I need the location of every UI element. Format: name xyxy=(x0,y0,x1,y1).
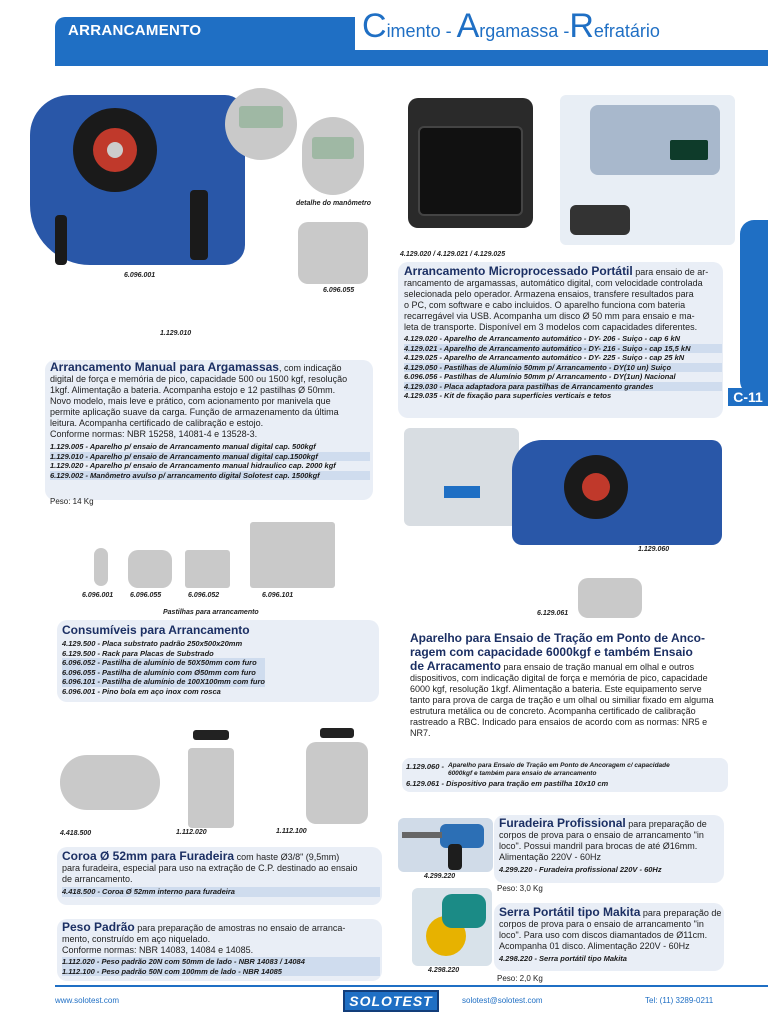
micro-desc-line: rancamento de argamassas, automático digital, com velocidade controlada xyxy=(404,278,703,288)
peso-padrao-title: Peso Padrão xyxy=(62,920,135,934)
list-item: 6.129.500 - Rack para Placas de Substrado xyxy=(62,648,214,658)
list-item: 4.129.020 - Aparelho de Arrancamento automático - DY- 206 - Suiço - cap 6 kN xyxy=(404,334,681,343)
manual-item-list xyxy=(50,442,370,480)
title-word-3: efratário xyxy=(593,21,660,41)
list-item: 4.129.500 - Placa substrato padrão 250x500x20mm xyxy=(62,639,243,648)
caption-1129060: 1.129.060 xyxy=(638,546,670,553)
furadeira-weight: Peso: 3,0 Kg xyxy=(497,884,543,893)
list-item xyxy=(406,762,670,778)
micro-desc-line: selecionada pelo operador. Armazena ensaios, transfere resultados para xyxy=(404,289,694,299)
manual-desc-line: 1kgf. Alimentação a bateria. Acompanha estojo e 12 pastilhas Ø 50mm. xyxy=(50,385,336,395)
caption-1129010: 1.129.010 xyxy=(160,330,192,337)
standard-weight-20n-image xyxy=(188,748,234,828)
list-item: 1.129.005 - Aparelho p/ ensaio de Arrancamento manual digital cap. 500kgf xyxy=(50,442,316,451)
tracao-item-text xyxy=(448,762,670,778)
coroa-desc-line: para furadeira, especial para uso na extração de C.P. destinado ao ensaio xyxy=(62,863,358,873)
tracao-desc-line: 6000 kgf, resolução 1kgf. Alimentação a bateria. Este equipamento serve xyxy=(410,684,702,694)
peso-padrao-desc-lead: para preparação de amostras no ensaio de arranca- xyxy=(134,923,346,933)
list-item: 6.096.052 - Pastilha de alumínio de 50X50mm com furo xyxy=(62,658,265,668)
footer-phone: Tel: (11) 3289-0211 xyxy=(645,996,714,1005)
coroa-title: Coroa Ø 52mm para Furadeira xyxy=(62,849,235,863)
title-letter-c: C xyxy=(362,7,387,45)
side-tab xyxy=(740,220,768,395)
title-letter-r: R xyxy=(569,7,594,45)
peso-padrao-item-list xyxy=(62,957,380,976)
consumables-section xyxy=(62,623,265,696)
list-item: 4.129.050 - Pastilhas de Alumínio 50mm p/ Arrancamento - DY(10 un) Suiço xyxy=(404,363,722,373)
divider-dots xyxy=(205,910,217,915)
coroa-desc-lead: com haste Ø3/8" (9,5mm) xyxy=(234,852,340,862)
peso-padrao-desc-line: mento, construído em aço niquelado. xyxy=(62,934,211,944)
caption-micro-codes: 4.129.020 / 4.129.021 / 4.129.025 xyxy=(400,251,506,258)
footer-rule xyxy=(55,985,768,987)
manometer-detail-image xyxy=(302,117,364,195)
caption-manometer-detail: detalhe do manômetro xyxy=(296,200,372,207)
list-item: 1.129.010 - Aparelho p/ ensaio de Arrancamento manual digital cap.1500kgf xyxy=(50,452,370,462)
page-title xyxy=(362,7,660,45)
micro-device-image xyxy=(560,95,735,245)
list-item: 1.112.100 - Peso padrão 50N com 100mm de lado - NBR 14085 xyxy=(62,967,380,977)
consumables-title: Consumíveis para Arrancamento xyxy=(62,623,250,637)
tracao-case-image xyxy=(404,428,519,526)
title-word-1: imento - xyxy=(386,21,457,41)
list-item: 6.096.055 - Pastilha de alumínio com Ø50mm com furo xyxy=(62,668,265,678)
pin-image xyxy=(94,548,108,586)
tracao-desc-lead: para ensaio de tração manual em olhal e outros xyxy=(500,662,695,672)
manometer-gauge-image xyxy=(225,88,297,160)
footer-website-link[interactable]: www.solotest.com xyxy=(55,996,120,1005)
furadeira-desc-line: Alimentação 220V - 60Hz xyxy=(499,852,602,862)
list-item: 4.129.030 - Placa adaptadora para pastilhas de Arrancamento grandes xyxy=(404,382,722,392)
serra-desc-line: loco". Para uso com discos diamantados de Ø11cm. xyxy=(499,930,708,940)
list-item: 6.096.056 - Pastilhas de Alumínio 50mm p/ Arrancamento - DY(1un) Nacional xyxy=(404,372,676,381)
caption-6129061: 6.129.061 xyxy=(537,610,569,617)
title-letter-a: A xyxy=(456,7,480,45)
standard-weight-50n-image xyxy=(306,742,368,824)
manual-pull-off-device-image xyxy=(30,95,245,265)
serra-desc-line: corpos de prova para o ensaio de arrancamento "in xyxy=(499,919,704,929)
round-pad-image xyxy=(128,550,172,588)
title-word-2: rgamassa - xyxy=(479,21,570,41)
caption-1112020: 1.112.020 xyxy=(176,829,207,836)
peso-padrao-description xyxy=(62,922,380,976)
manual-desc-line: digital de força e memória de pico, capacidade 500 ou 1500 kgf, resolução xyxy=(50,374,348,384)
furadeira-description xyxy=(499,818,724,875)
serra-weight: Peso: 2,0 Kg xyxy=(497,974,543,983)
list-item: 1.112.020 - Peso padrão 20N com 50mm de lado - NBR 14083 / 14084 xyxy=(62,957,380,967)
tracao-item-line: 6000kgf e também para ensaio de arrancamento xyxy=(447,770,597,777)
micro-case-image xyxy=(408,98,533,228)
coroa-desc-line: de arrancamento. xyxy=(62,874,133,884)
furadeira-desc-lead: para preparação de xyxy=(625,819,707,829)
tracao-title-line: Aparelho para Ensaio de Tração em Ponto de Anco- xyxy=(410,631,705,645)
serra-desc-lead: para preparação de xyxy=(640,908,722,918)
list-item: 4.129.021 - Aparelho de Arrancamento automático - DY- 216 - Suiço - cap 15,5 kN xyxy=(404,344,722,354)
list-item: 4.129.025 - Aparelho de Arrancamento automático - DY- 225 - Suiço - cap 25 kN xyxy=(404,353,685,362)
tracao-item-line: Aparelho para Ensaio de Tração em Ponto de Ancoragem c/ capacidade xyxy=(447,762,670,769)
manual-desc-lead: , com indicação xyxy=(278,363,342,373)
tracao-pull-plate-image xyxy=(578,578,642,618)
tracao-desc-line: tanto para prova de carga de tração e um olhal ou similiar fixado em alguma xyxy=(410,695,714,705)
square-pad-large-image xyxy=(250,522,335,588)
list-item: 4.298.220 - Serra portátil tipo Makita xyxy=(499,954,627,963)
caption-4298220: 4.298.220 xyxy=(428,967,460,974)
manual-weight: Peso: 14 Kg xyxy=(50,497,94,506)
caption-pad-square: 6.096.052 xyxy=(188,592,220,599)
furadeira-item-list xyxy=(499,865,724,875)
serra-title: Serra Portátil tipo Makita xyxy=(499,905,641,919)
list-item: 6.129.002 - Manômetro avulso p/ arrancamento digital Solotest cap. 1500kgf xyxy=(50,471,370,481)
serra-desc-line: Acompanha 01 disco. Alimentação 220V - 60Hz xyxy=(499,941,690,951)
coroa-description xyxy=(62,851,380,897)
list-item: 6.096.101 - Pastilha de alumínio de 100X100mm com furo xyxy=(62,677,266,686)
list-item: 6.096.001 - Pino bola em aço inox com rosca xyxy=(62,686,221,696)
micro-desc-line: o PC, com software e cabo incluidos. O aparelho funciona com bateria xyxy=(404,300,686,310)
list-item: 6.129.061 - Dispositivo para tração em pastilha 10x10 cm xyxy=(406,779,609,788)
serra-item-list xyxy=(499,954,724,964)
header-rule xyxy=(55,50,768,66)
footer-email-link[interactable]: solotest@solotest.com xyxy=(462,996,543,1005)
peso-padrao-desc-line: Conforme normas: NBR 14083, 14084 e 14085. xyxy=(62,945,254,955)
saw-image xyxy=(412,888,492,966)
solotest-logo: SOLOTEST xyxy=(343,990,439,1012)
square-pad-small-image xyxy=(185,550,230,588)
caption-6096001: 6.096.001 xyxy=(124,272,156,279)
caption-pad-large: 6.096.101 xyxy=(262,592,294,599)
furadeira-desc-line: loco". Possui mandril para brocas de até Ø16mm. xyxy=(499,841,698,851)
page-code: C-11 xyxy=(728,388,768,406)
micro-title: Arrancamento Microprocessado Portátil xyxy=(404,264,633,278)
furadeira-desc-line: corpos de prova para o ensaio de arrancamento "in xyxy=(499,830,704,840)
device-illustration xyxy=(30,95,245,265)
caption-pad-round: 6.096.055 xyxy=(130,592,162,599)
caption-4418500: 4.418.500 xyxy=(60,830,92,837)
section-title: ARRANCAMENTO xyxy=(68,22,202,39)
tracao-title-line: ragem com capacidade 6000kgf e também Ensaio xyxy=(410,645,693,659)
coroa-item-list xyxy=(62,887,380,897)
micro-desc-line: leta de transporte. Disponível em 3 modelos com capacidades diferentes. xyxy=(404,322,698,332)
tracao-title-line: de Arracamento xyxy=(410,659,501,673)
manual-desc-line: Conforme normas: NBR 15258, 14081-4 e 13528-3. xyxy=(50,429,258,439)
micro-description xyxy=(404,266,722,401)
list-item: 4.129.035 - Kit de fixação para superfícies verticais e tetos xyxy=(404,391,612,400)
tracao-desc-line: dispositivos, com indicação digital de força e memória de pico, capacidade xyxy=(410,673,708,683)
tracao-desc-line: rastreado a RBC. Indicado para ensaios de acordo com as normas: NR5 e NR7. xyxy=(410,717,708,738)
manual-title: Arrancamento Manual para Argamassas xyxy=(50,360,279,374)
core-bit-image xyxy=(60,755,160,810)
list-item: 4.418.500 - Coroa Ø 52mm interno para furadeira xyxy=(62,887,380,897)
manual-description xyxy=(50,362,370,480)
caption-6096055: 6.096.055 xyxy=(323,287,355,294)
manual-desc-line: Novo modelo, mais leve e prático, com acionamento por manivela que xyxy=(50,396,331,406)
caption-pads: Pastilhas para arrancamento xyxy=(163,609,259,616)
caption-pad-pin: 6.096.001 xyxy=(82,592,114,599)
micro-desc-line: recarregável via USB. Acompanha um disco Ø 50 mm para ensaio e ma- xyxy=(404,311,695,321)
manual-desc-line: permite aplicação suave da carga. Função de armazenamento da última xyxy=(50,407,339,417)
serra-description xyxy=(499,907,724,964)
tracao-item-code: 1.129.060 - xyxy=(406,762,444,771)
furadeira-title: Furadeira Profissional xyxy=(499,816,626,830)
manual-desc-line: leitura. Acompanha certificado de calibração e estojo. xyxy=(50,418,264,428)
list-item: 4.299.220 - Furadeira profissional 220V - 60Hz xyxy=(499,865,662,874)
aluminum-disc-image xyxy=(298,222,368,284)
consumables-item-list xyxy=(62,639,265,696)
tracao-desc-line: estrutura metálica ou de concreto. Acompanha certificado de calibração xyxy=(410,706,696,716)
micro-desc-lead: para ensaio de ar- xyxy=(632,267,709,277)
drill-image xyxy=(398,818,493,872)
list-item: 1.129.020 - Aparelho p/ ensaio de Arrancamento manual hidraulico cap. 2000 kgf xyxy=(50,461,336,470)
caption-1112100: 1.112.100 xyxy=(276,828,307,835)
tracao-device-image xyxy=(512,440,722,545)
caption-4299220: 4.299.220 xyxy=(424,873,456,880)
tracao-description xyxy=(410,631,730,739)
tracao-item-list xyxy=(406,762,670,789)
micro-item-list xyxy=(404,334,722,401)
